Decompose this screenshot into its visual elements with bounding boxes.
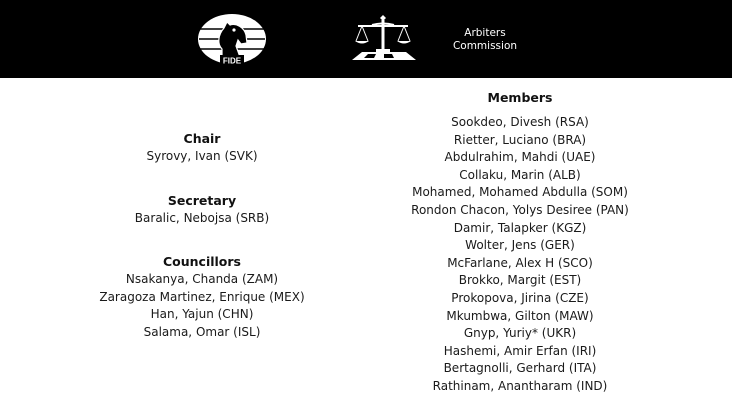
scales-logo-icon: [352, 15, 416, 61]
member-name: Wolter, Jens (GER): [465, 238, 575, 253]
chair-name: Syrovy, Ivan (SVK): [146, 149, 258, 163]
councillors-section: [60, 253, 344, 341]
commission-title: [440, 27, 530, 53]
member-name: Prokopova, Jirina (CZE): [451, 290, 589, 305]
commission-title-line2: Commission: [452, 40, 518, 52]
members-heading: Members: [487, 90, 553, 105]
commission-title-line1: Arbiters: [464, 27, 506, 39]
svg-text:FIDE: FIDE: [222, 56, 242, 66]
councillor-name: Zaragoza Martinez, Enrique (MEX): [99, 289, 305, 304]
chair-section: [60, 130, 344, 166]
member-name: Rathinam, Anantharam (IND): [432, 378, 608, 393]
member-name: Hashemi, Amir Erfan (IRI): [443, 343, 597, 358]
councillor-name: Nsakanya, Chanda (ZAM): [125, 272, 279, 287]
member-name: McFarlane, Alex H (SCO): [447, 255, 593, 270]
secretary-name: Baralic, Nebojsa (SRB): [134, 210, 270, 225]
member-name: Mkumbwa, Gilton (MAW): [446, 308, 594, 323]
member-name: Collaku, Marin (ALB): [459, 167, 581, 182]
member-name: Rietter, Luciano (BRA): [453, 132, 587, 147]
member-name: Brokko, Margit (EST): [458, 273, 582, 288]
fide-logo-icon: [197, 13, 267, 69]
councillor-name: Han, Yajun (CHN): [150, 307, 254, 322]
members-column: [380, 89, 660, 396]
councillors-heading: Councillors: [162, 254, 241, 270]
councillor-name: Salama, Omar (ISL): [143, 324, 261, 339]
member-name: Bertagnolli, Gerhard (ITA): [443, 361, 597, 376]
member-name: Damir, Talapker (KGZ): [453, 220, 587, 235]
secretary-heading: Secretary: [167, 192, 237, 208]
officers-column: [60, 130, 344, 368]
member-name: Abdulrahim, Mahdi (UAE): [444, 150, 596, 165]
member-name: Sookdeo, Divesh (RSA): [451, 115, 589, 129]
header-bar: [0, 0, 732, 78]
chair-heading: Chair: [183, 131, 221, 146]
member-name: Mohamed, Mohamed Abdulla (SOM): [412, 185, 628, 200]
member-name: Rondon Chacon, Yolys Desiree (PAN): [411, 202, 629, 217]
member-name: Gnyp, Yuriy* (UKR): [463, 326, 577, 341]
secretary-section: [60, 192, 344, 228]
